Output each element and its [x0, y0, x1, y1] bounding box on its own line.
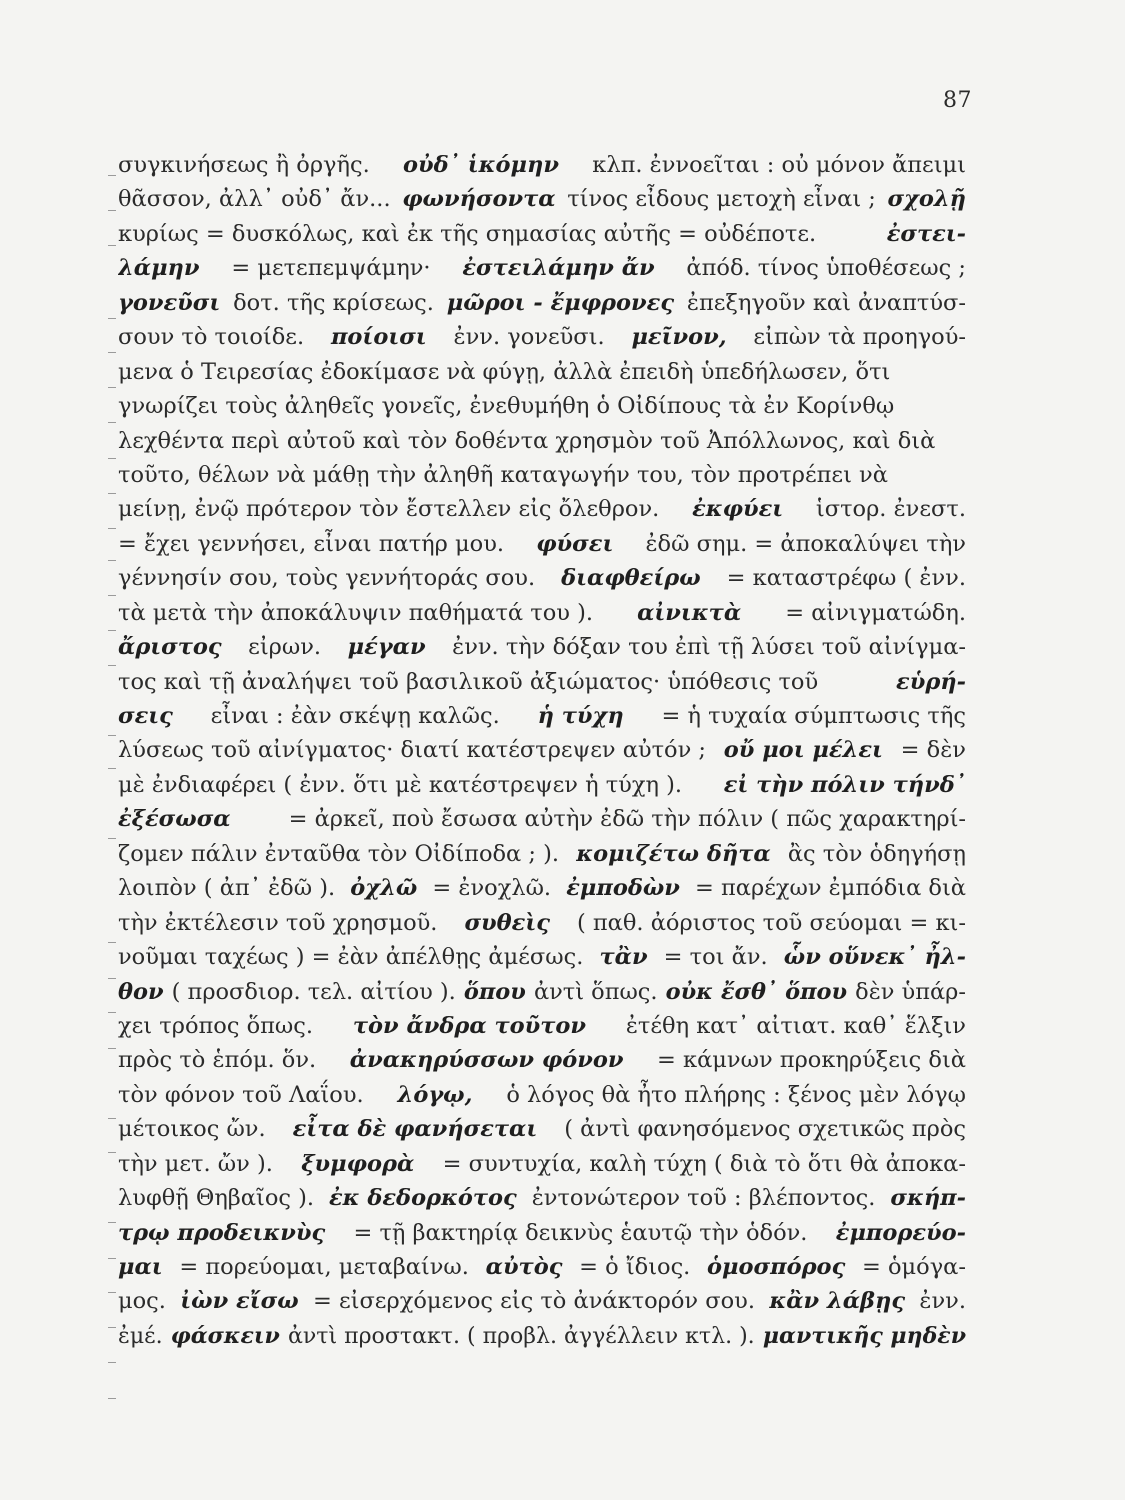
lemma-term: σκήπ- — [890, 1185, 966, 1212]
lemma-term: ἀνακηρύσσων φόνον — [349, 1047, 624, 1074]
text-line — [118, 1043, 966, 1077]
gloss-text: λυφθῇ Θηβαῖος ). — [118, 1185, 315, 1212]
gloss-text: = τοι ἄν. — [663, 944, 768, 971]
gloss-text: σουν τὸ τοιοίδε. — [118, 324, 305, 351]
text-line — [118, 389, 966, 423]
text-line — [118, 906, 966, 940]
gloss-text: = ἀρκεῖ, ποὺ ἔσωσα αὐτὴν ἐδῶ τὴν πόλιν ( πῶς χαρακτηρί- — [288, 806, 966, 833]
gloss-text: ἐνν. — [919, 1288, 966, 1315]
gloss-text: = συντυχία, καλὴ τύχη ( διὰ τὸ ὅτι θὰ ἀποκα- — [442, 1150, 966, 1177]
gloss-text: δοτ. τῆς κρίσεως. — [233, 289, 434, 316]
gloss-text: = μετεπεμψάμην· — [231, 255, 431, 282]
text-line — [118, 561, 966, 595]
lemma-term: αὐτὸς — [485, 1254, 563, 1280]
text-line — [118, 1009, 966, 1043]
lemma-term: ἐξέσωσα — [118, 806, 231, 833]
lemma-term: ἡ τύχη — [537, 703, 624, 729]
margin-tick — [108, 630, 116, 631]
lemma-term: ὧν οὕνεκ᾽ ἦλ- — [783, 944, 966, 971]
margin-tick — [108, 352, 116, 353]
text-line — [118, 871, 966, 905]
gloss-text: εἶναι : ἐὰν σκέψῃ καλῶς. — [210, 703, 500, 729]
lemma-term: κἂν λάβῃς — [769, 1288, 906, 1315]
lemma-term: οὐδ᾽ ἱκόμην — [403, 152, 559, 178]
commentary-text — [118, 148, 966, 1353]
text-line — [118, 424, 966, 458]
margin-tick — [108, 458, 116, 459]
gloss-text: τὴν ἐκτέλεσιν τοῦ χρησμοῦ. — [118, 909, 438, 936]
lemma-term: μαντικῆς μηδὲν — [762, 1322, 966, 1349]
margin-tick — [108, 942, 116, 943]
text-line — [118, 492, 966, 526]
text-line — [118, 733, 966, 767]
margin-tick — [108, 210, 116, 211]
text-line — [118, 665, 966, 699]
gloss-text: τος καὶ τῇ ἀναλήψει τοῦ βασιλικοῦ ἀξιώματος· ὑπόθεσις τοῦ — [118, 668, 819, 695]
margin-tick — [108, 175, 116, 176]
margin-tick — [108, 318, 116, 319]
gloss-text: τοῦτο, θέλων νὰ μάθῃ τὴν ἀληθῆ καταγωγήν του, τὸν προτρέπει νὰ — [118, 461, 888, 488]
lemma-term: ἐκ δεδορκότος — [329, 1185, 517, 1212]
lemma-term: κομιζέτω δῆτα — [576, 840, 771, 867]
margin-tick — [108, 1012, 116, 1013]
text-line — [118, 320, 966, 354]
lemma-term: εἰ τὴν πόλιν τήνδ᾽ — [723, 771, 966, 798]
gloss-text: χει τρόπος ὅπως. — [118, 1012, 314, 1039]
text-line — [118, 217, 966, 251]
lemma-term: φύσει — [536, 530, 614, 557]
margin-tick — [108, 1048, 116, 1049]
lemma-term: σχολῇ — [887, 186, 966, 213]
text-line — [118, 768, 966, 802]
text-line — [118, 1147, 966, 1181]
gloss-text: = παρέχων ἐμπόδια διὰ — [694, 875, 966, 902]
gloss-text: ἐπεξηγοῦν καὶ ἀναπτύσ- — [686, 289, 966, 316]
gloss-text: = ἡ τυχαία σύμπτωσις τῆς — [661, 703, 966, 729]
lemma-term: ἄριστος — [118, 634, 222, 661]
gloss-text: τὰ μετὰ τὴν ἀποκάλυψιν παθήματά του ). — [118, 599, 594, 626]
gloss-text: = αἰνιγματώδη. — [785, 599, 966, 626]
gloss-text: δὲν ὑπάρ- — [855, 978, 966, 1005]
gloss-text: ἐνν. τὴν δόξαν του ἐπὶ τῇ λύσει τοῦ αἰνίγμα- — [452, 634, 966, 661]
lemma-term: φωνήσοντα — [402, 186, 556, 213]
margin-tick — [108, 528, 116, 529]
gloss-text: ἐδῶ σημ. = ἀποκαλύψει τὴν — [645, 530, 966, 557]
gloss-text: εἰρων. — [248, 634, 322, 661]
margin-tick — [108, 978, 116, 979]
lemma-term: ἐστει- — [886, 220, 966, 247]
margin-tick — [108, 422, 116, 423]
lemma-term: οὐκ ἔσθ᾽ ὅπου — [665, 978, 848, 1005]
margin-tick — [108, 387, 116, 388]
gloss-text: ὁ λόγος θὰ ἦτο πλήρης : ξένος μὲν λόγῳ — [506, 1081, 966, 1108]
margin-tick — [108, 245, 116, 246]
gloss-text: ἀπόδ. τίνος ὑποθέσεως ; — [686, 255, 966, 282]
lemma-term: ὅπου — [463, 978, 526, 1005]
lemma-term: ἐκφύει — [692, 496, 784, 523]
lemma-term: τἂν — [599, 944, 648, 971]
lemma-term: φάσκειν — [170, 1322, 280, 1349]
gloss-text: ἱστορ. ἐνεστ. — [815, 496, 966, 523]
gloss-text: ( παθ. ἀόριστος τοῦ σεύομαι = κι- — [576, 909, 966, 936]
margin-tick — [108, 1292, 116, 1293]
text-line — [118, 251, 966, 285]
gloss-text: ἂς τὸν ὁδηγήσῃ — [787, 840, 966, 867]
text-line — [118, 1181, 966, 1215]
text-line — [118, 837, 966, 871]
gloss-text: ἐντονώτερον τοῦ : βλέποντος. — [531, 1185, 876, 1212]
lemma-term: θον — [118, 978, 164, 1005]
margin-tick — [108, 1222, 116, 1223]
text-line — [118, 1250, 966, 1284]
lemma-term: αἰνικτὰ — [637, 599, 742, 626]
gloss-text: λύσεως τοῦ αἰνίγματος· διατί κατέστρεψεν αὐτόν ; — [118, 737, 706, 764]
text-line — [118, 596, 966, 630]
gloss-text: κυρίως = δυσκόλως, καὶ ἐκ τῆς σημασίας αὐτῆς = οὐδέποτε. — [118, 220, 817, 247]
margin-tick — [108, 1118, 116, 1119]
margin-tick — [108, 560, 116, 561]
text-line — [118, 1112, 966, 1146]
margin-tick — [108, 665, 116, 666]
text-line — [118, 630, 966, 664]
gloss-text: τὸν φόνον τοῦ Λαΐου. — [118, 1081, 364, 1108]
gloss-text: μὲ ἐνδιαφέρει ( ἐνν. ὅτι μὲ κατέστρεψεν ἡ τύχη ). — [118, 771, 683, 798]
gloss-text: = ἔχει γεννήσει, εἶναι πατήρ μου. — [118, 530, 505, 557]
gloss-text: ἐτέθη κατ᾽ αἰτιατ. καθ᾽ ἕλξιν — [625, 1012, 966, 1039]
text-line — [118, 699, 966, 733]
gloss-text: συγκινήσεως ἢ ὀργῆς. — [118, 152, 370, 178]
lemma-term: ἐμπορεύο- — [835, 1219, 966, 1246]
lemma-term: ὀχλῶ — [350, 875, 418, 902]
lemma-term: διαφθείρω — [561, 565, 701, 592]
lemma-term: ἐστειλάμην ἄν — [462, 255, 655, 282]
margin-tick — [108, 1327, 116, 1328]
text-line — [118, 148, 966, 182]
gloss-text: λοιπὸν ( ἀπ᾽ ἐδῶ ). — [118, 875, 336, 902]
gloss-text: λεχθέντα περὶ αὐτοῦ καὶ τὸν δοθέντα χρησμὸν τοῦ Ἀπόλλωνος, καὶ διὰ — [118, 427, 936, 454]
lemma-term: μεῖνον, — [631, 324, 727, 351]
lemma-term: εὑρή- — [896, 668, 966, 695]
page-number: 87 — [943, 88, 972, 113]
gloss-text: μέτοικος ὤν. — [118, 1116, 266, 1143]
lemma-term: ποίοισι — [330, 324, 427, 351]
lemma-term: τὸν ἄνδρα τοῦτον — [352, 1012, 587, 1039]
margin-tick — [108, 1152, 116, 1153]
text-line — [118, 1078, 966, 1112]
lemma-term: μαι — [118, 1254, 163, 1280]
margin-tick — [108, 1398, 116, 1399]
lemma-term: λάμην — [118, 255, 200, 282]
gloss-text: = καταστρέφω ( ἐνν. — [726, 565, 966, 592]
gloss-text: μος. — [118, 1288, 166, 1315]
gloss-text: νοῦμαι ταχέως ) = ἐὰν ἀπέλθῃς ἀμέσως. — [118, 944, 584, 971]
lemma-term: ξυμφορὰ — [301, 1150, 415, 1177]
text-line — [118, 286, 966, 320]
lemma-term: ἰὼν εἴσω — [180, 1288, 299, 1315]
gloss-text: μείνῃ, ἐνῷ πρότερον τὸν ἔστελλεν εἰς ὄλεθρον. — [118, 496, 660, 523]
gloss-text: ( ἀντὶ φανησόμενος σχετικῶς πρὸς — [564, 1116, 966, 1143]
gloss-text: ἀντὶ ὅπως. — [533, 978, 658, 1005]
margin-tick — [108, 1362, 116, 1363]
gloss-text: μενα ὁ Τειρεσίας ἐδοκίμασε νὰ φύγῃ, ἀλλὰ ἐπειδὴ ὑπεδήλωσεν, ὅτι — [118, 358, 891, 385]
gloss-text: ἐμέ. — [118, 1323, 163, 1349]
gloss-text: κλπ. ἐννοεῖται : οὐ μόνον ἄπειμι — [592, 152, 966, 178]
lemma-term: σεις — [118, 703, 173, 729]
gloss-text: πρὸς τὸ ἑπόμ. ὅν. — [118, 1047, 317, 1074]
lemma-term: εἶτα δὲ φανήσεται — [292, 1116, 538, 1143]
gloss-text: τίνος εἶδους μετοχὴ εἶναι ; — [567, 186, 876, 213]
gloss-text: ( προσδιορ. τελ. αἰτίου ). — [171, 978, 456, 1005]
margin-tick — [108, 838, 116, 839]
margin-tick — [108, 768, 116, 769]
gloss-text: = ὁ ἴδιος. — [579, 1254, 691, 1280]
gloss-text: τὴν μετ. ὤν ). — [118, 1150, 273, 1177]
text-line — [118, 355, 966, 389]
gloss-text: ἐνν. γονεῦσι. — [453, 324, 605, 351]
lemma-term: μῶροι - ἔμφρονες — [446, 289, 675, 316]
gloss-text: θᾶσσον, ἀλλ᾽ οὐδ᾽ ἄν... — [118, 186, 391, 213]
margin-tick — [108, 493, 116, 494]
lemma-term: τρῳ προδεικνὺς — [118, 1219, 326, 1246]
margin-tick — [108, 735, 116, 736]
gloss-text: γνωρίζει τοὺς ἀληθεῖς γονεῖς, ἐνεθυμήθη ὁ Οἰδίπους τὰ ἐν Κορίνθῳ — [118, 393, 895, 420]
gloss-text: = ἐνοχλῶ. — [432, 875, 552, 902]
margin-tick — [108, 595, 116, 596]
text-line — [118, 527, 966, 561]
gloss-text: ζομεν πάλιν ἐνταῦθα τὸν Οἰδίποδα ; ). — [118, 840, 560, 867]
text-line — [118, 1216, 966, 1250]
lemma-term: ὁμοσπόρος — [707, 1254, 846, 1280]
text-line — [118, 458, 966, 492]
lemma-term: μέγαν — [347, 634, 426, 661]
text-line — [118, 802, 966, 836]
text-line — [118, 1319, 966, 1353]
gloss-text: = δὲν — [900, 737, 966, 764]
gloss-text: = εἰσερχόμενος εἰς τὸ ἀνάκτορόν σου. — [312, 1288, 755, 1315]
lemma-term: συθεὶς — [464, 909, 550, 936]
lemma-term: γονεῦσι — [118, 289, 221, 316]
gloss-text: = τῇ βακτηρίᾳ δεικνὺς ἑαυτῷ τὴν ὁδόν. — [353, 1219, 808, 1246]
gloss-text: = ὁμόγα- — [862, 1254, 966, 1280]
lemma-term: ἐμποδὼν — [566, 875, 680, 902]
text-line — [118, 940, 966, 974]
lemma-term: λόγῳ, — [397, 1081, 473, 1108]
gloss-text: εἰπὼν τὰ προηγού- — [753, 324, 966, 351]
lemma-term: οὔ μοι μέλει — [723, 737, 883, 764]
gloss-text: = κάμνων προκηρύξεις διὰ — [657, 1047, 966, 1074]
margin-tick — [108, 1258, 116, 1259]
gloss-text: γέννησίν σου, τοὺς γεννήτοράς σου. — [118, 565, 536, 592]
text-line — [118, 1284, 966, 1318]
gloss-text: = πορεύομαι, μεταβαίνω. — [179, 1254, 469, 1280]
text-line — [118, 182, 966, 216]
text-line — [118, 975, 966, 1009]
gloss-text: ἀντὶ προστακτ. ( προβλ. ἀγγέλλειν κτλ. ). — [287, 1323, 755, 1349]
